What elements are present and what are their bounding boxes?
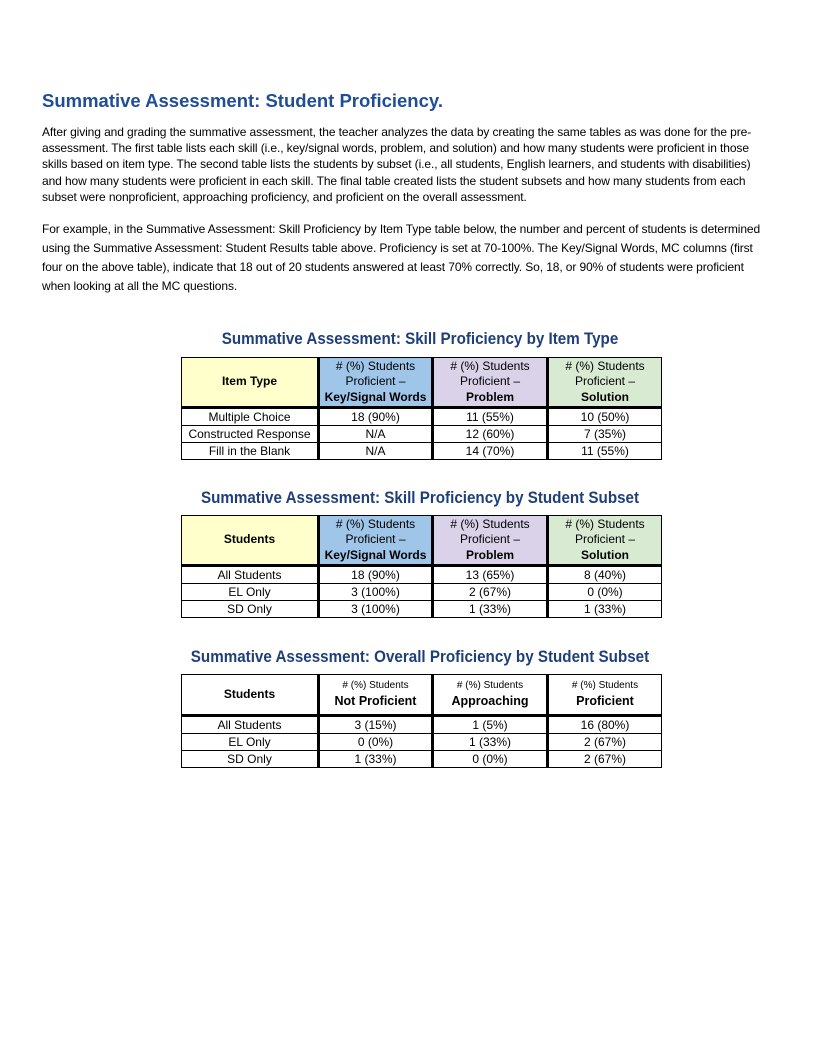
table-cell: 10 (50%) xyxy=(548,408,662,426)
header-problem xyxy=(433,358,548,408)
table-row xyxy=(182,601,662,618)
table-cell: 3 (100%) xyxy=(319,601,433,618)
table-cell: 16 (80%) xyxy=(548,716,662,734)
table-cell: N/A xyxy=(319,426,433,443)
example-paragraph: For example, in the Summative Assessment: Skill Proficiency by Item Type table below, the number and percent of students is determined using the Summative Assessment: Student Results table above. Proficiency is set at 70-100%. The Key/Signal Words, MC columns (first four on the above table), indicate that 18 out of 20 students answered at least 70% correctly. So, 18, or 90% of students were proficient when looking at all the MC questions. xyxy=(42,222,761,293)
header-name: Approaching xyxy=(451,694,529,708)
header-mid: Proficient – xyxy=(345,532,406,547)
intro-paragraph: After giving and grading the summative assessment, the teacher analyzes the data by creating the same tables as was done for the pre-assessment. The first table lists each skill (i.e., key/signal words, problem, and solution) and how many students were proficient in those skills based on item type. The second table lists the students by subset (i.e., all students, English learners, and students with disabilities) and how many students were proficient in each skill. The final table created lists the student subsets and how many students from each subset were nonproficient, approaching proficiency, and proficient on the overall assessment. xyxy=(42,125,752,204)
header-name: Key/Signal Words xyxy=(324,389,427,404)
table-row xyxy=(182,443,662,460)
header-prefix: # (%) Students xyxy=(335,358,416,373)
table2-title: Summative Assessment: Skill Proficiency by Student Subset xyxy=(200,489,640,507)
overall-by-student-subset-table xyxy=(181,674,662,768)
table-cell: Fill in the Blank xyxy=(182,443,319,460)
header-mid: Proficient – xyxy=(459,532,521,547)
header-prefix: # (%) Students xyxy=(571,680,639,691)
table-row xyxy=(182,566,662,584)
table-cell: EL Only xyxy=(182,734,319,751)
header-mid: Proficient – xyxy=(574,532,636,547)
table-row xyxy=(182,408,662,426)
header-problem xyxy=(433,516,548,566)
table-cell: 0 (0%) xyxy=(433,751,548,768)
table-cell: 1 (5%) xyxy=(433,716,548,734)
header-prefix: # (%) Students xyxy=(450,358,530,373)
table-cell: 0 (0%) xyxy=(319,734,433,751)
page-title: Summative Assessment: Student Proficiency. xyxy=(42,90,443,111)
table-cell: 13 (65%) xyxy=(433,566,548,584)
header-name: Problem xyxy=(465,389,514,404)
table-cell: 0 (0%) xyxy=(548,584,662,601)
header-prefix: # (%) Students xyxy=(342,680,409,691)
table-header-row xyxy=(182,675,662,716)
table-header-row xyxy=(182,358,662,408)
table-cell: 11 (55%) xyxy=(548,443,662,460)
table-cell: 2 (67%) xyxy=(548,751,662,768)
skill-by-item-type-table xyxy=(181,357,662,460)
header-students: Students xyxy=(182,675,319,716)
header-name: Solution xyxy=(581,547,629,562)
table-cell: 11 (55%) xyxy=(433,408,548,426)
table-cell: 3 (100%) xyxy=(319,584,433,601)
header-approaching xyxy=(433,675,548,716)
header-prefix: # (%) Students xyxy=(565,358,645,373)
header-key-signal-words xyxy=(319,516,433,566)
table-cell: 2 (67%) xyxy=(548,734,662,751)
table-cell: 7 (35%) xyxy=(548,426,662,443)
header-key-signal-words xyxy=(319,358,433,408)
header-mid: Proficient – xyxy=(345,374,406,389)
table-row xyxy=(182,716,662,734)
table-row xyxy=(182,426,662,443)
header-name: Not Proficient xyxy=(334,694,417,708)
table-cell: Constructed Response xyxy=(182,426,319,443)
table-cell: SD Only xyxy=(182,601,319,618)
table-cell: Multiple Choice xyxy=(182,408,319,426)
table1-title: Summative Assessment: Skill Proficiency by Item Type xyxy=(221,330,619,348)
table-row xyxy=(182,584,662,601)
table-cell: 1 (33%) xyxy=(433,601,548,618)
table-cell: 1 (33%) xyxy=(548,601,662,618)
table-cell: 18 (90%) xyxy=(319,566,433,584)
header-prefix: # (%) Students xyxy=(456,680,524,691)
header-solution xyxy=(548,516,662,566)
table-cell: EL Only xyxy=(182,584,319,601)
skill-by-student-subset-table xyxy=(181,515,662,618)
table-cell: All Students xyxy=(182,566,319,584)
header-mid: Proficient – xyxy=(574,374,636,389)
table-cell: 1 (33%) xyxy=(319,751,433,768)
header-students: Students xyxy=(182,516,319,566)
header-prefix: # (%) Students xyxy=(565,516,645,531)
table-row xyxy=(182,751,662,768)
header-solution xyxy=(548,358,662,408)
table-cell: 12 (60%) xyxy=(433,426,548,443)
table-cell: 3 (15%) xyxy=(319,716,433,734)
table-cell: 2 (67%) xyxy=(433,584,548,601)
header-prefix: # (%) Students xyxy=(335,516,416,531)
header-mid: Proficient – xyxy=(459,374,521,389)
header-proficient xyxy=(548,675,662,716)
table-cell: 1 (33%) xyxy=(433,734,548,751)
header-not-proficient xyxy=(319,675,433,716)
table-cell: SD Only xyxy=(182,751,319,768)
table3-title: Summative Assessment: Overall Proficiency by Student Subset xyxy=(190,648,650,666)
header-name: Solution xyxy=(581,389,629,404)
header-item-type: Item Type xyxy=(182,358,319,408)
table-cell: 14 (70%) xyxy=(433,443,548,460)
table-cell: 18 (90%) xyxy=(319,408,433,426)
table-cell: All Students xyxy=(182,716,319,734)
header-name: Problem xyxy=(465,547,514,562)
header-prefix: # (%) Students xyxy=(450,516,530,531)
table-row xyxy=(182,734,662,751)
header-name: Proficient xyxy=(576,694,634,708)
table-cell: N/A xyxy=(319,443,433,460)
header-name: Key/Signal Words xyxy=(324,547,427,562)
table-header-row xyxy=(182,516,662,566)
table-cell: 8 (40%) xyxy=(548,566,662,584)
